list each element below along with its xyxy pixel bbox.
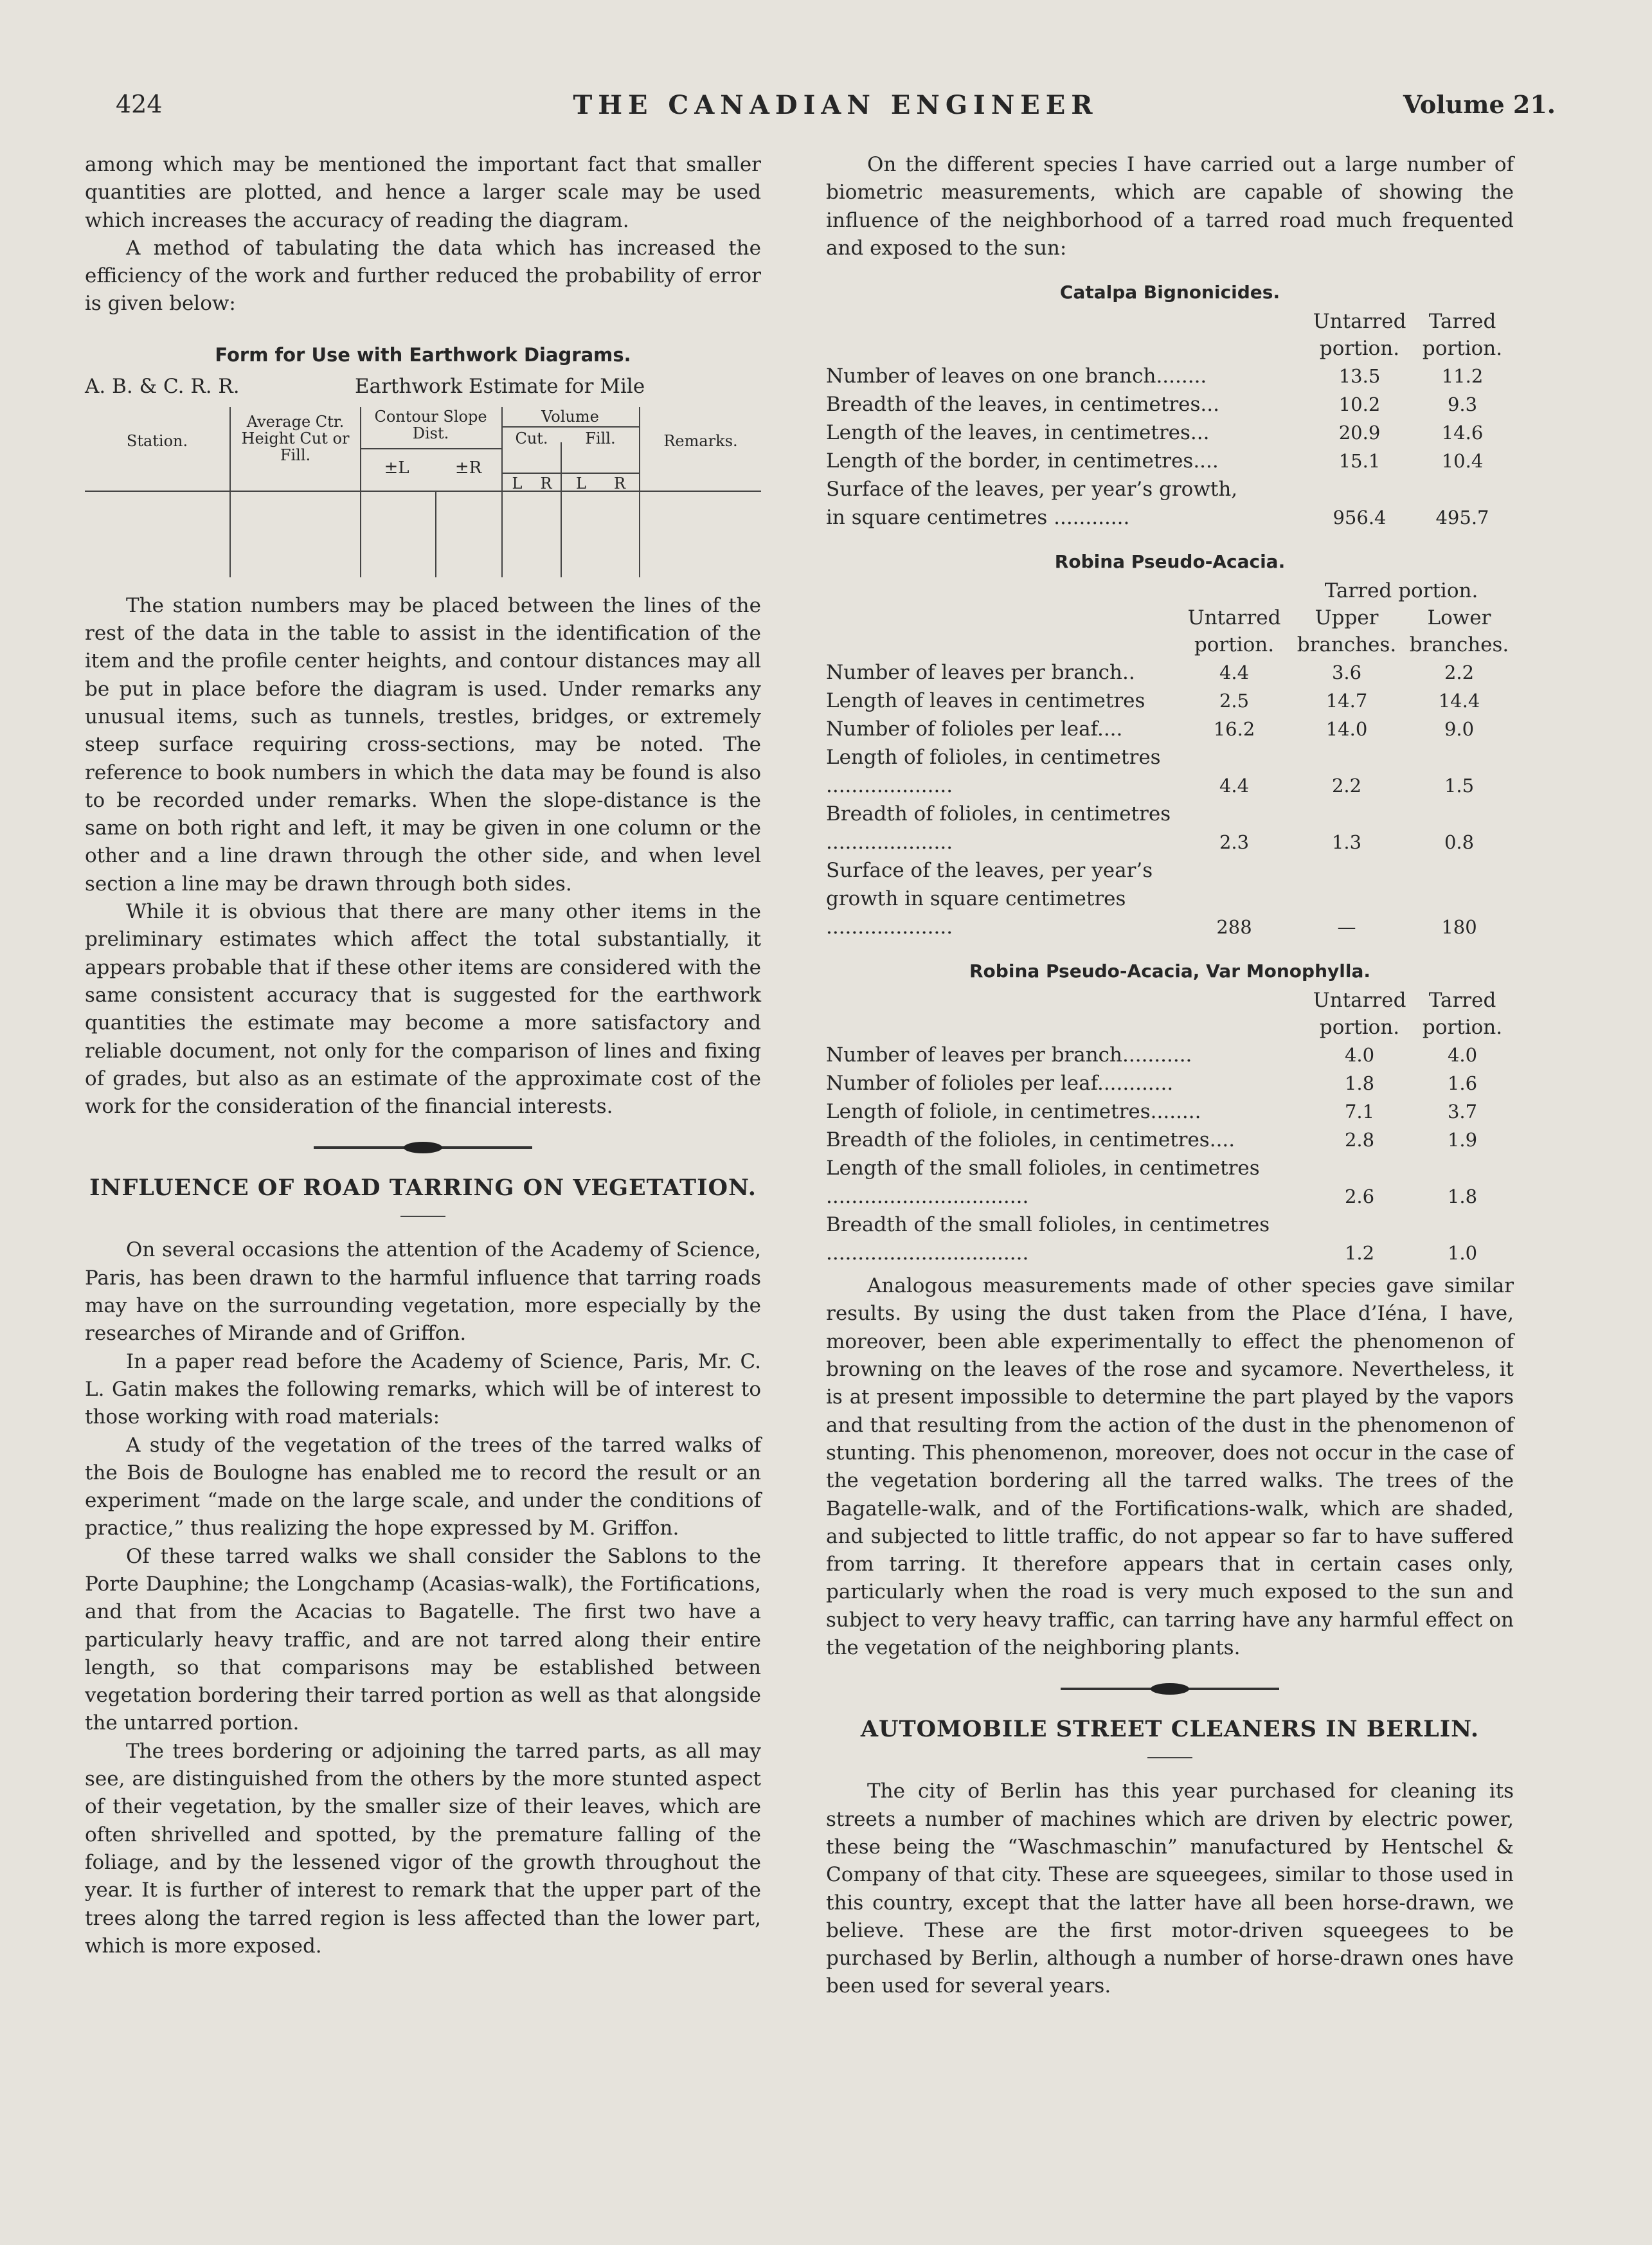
row-value (1308, 475, 1411, 503)
row-label: Length of the border, in centimetres.... (826, 449, 1219, 473)
catalpa-table (826, 308, 1514, 532)
row-value: 13.5 (1338, 365, 1381, 388)
col-tarred: Tarred portion. (1422, 989, 1503, 1040)
col-station: Station. (126, 431, 188, 450)
row-label: Length of foliole, in centimetres........ (826, 1100, 1201, 1124)
paragraph: The station numbers may be placed between the lines of the rest of the data in the table to assist in the identification of the item and the profile center heights, and contour distances may all be put in place before the diagram is used. Under remarks any unusual items, such as tunnels, trestles, bridges, or extremely steep surface requiring cross-sections, may be noted. The reference to book numbers in which the data may be found is also to be recorded under remarks. When the slope-distance is the same on both right and left, it may be given in one column or the other and a line drawn through the other side, and when level section a line may be drawn through both sides. (85, 593, 761, 896)
fill-right: R (613, 474, 626, 492)
row-label: in square centimetres ............ (826, 506, 1130, 530)
table-row (826, 447, 1514, 475)
robina-table (826, 577, 1514, 941)
row-label: Number of folioles per leaf............ (826, 1072, 1174, 1095)
running-header (116, 90, 1556, 129)
article-title: INFLUENCE OF ROAD TARRING ON VEGETATION. (89, 1175, 757, 1202)
journal-title: THE CANADIAN ENGINEER (573, 90, 1099, 120)
table-rule (501, 426, 639, 428)
row-value: 1.6 (1447, 1072, 1478, 1095)
col-tarred: Tarred portion. (1422, 310, 1503, 361)
form-estimate: Earthwork Estimate for Mile (355, 374, 645, 398)
row-label: Surface of the leaves, per year’s growth in square centimetres .................... (826, 859, 1153, 939)
row-value: 14.0 (1325, 718, 1368, 741)
cut-right: R (540, 474, 552, 492)
species-title: Robina Pseudo-Acacia, Var Monophylla. (969, 960, 1370, 982)
row-value: 2.2 (1331, 775, 1362, 797)
volume-cut: Cut. (515, 429, 548, 447)
row-label: Length of the leaves, in centimetres... (826, 421, 1210, 445)
row-value: 10.2 (1338, 393, 1381, 416)
row-value: 0.8 (1444, 831, 1475, 854)
table-header (826, 308, 1514, 362)
row-value: 1.9 (1447, 1129, 1478, 1151)
col-average: Average Ctr. Height Cut or Fill. (241, 412, 350, 464)
row-label: Number of leaves per branch........... (826, 1043, 1192, 1067)
row-value: 2.2 (1444, 662, 1475, 684)
row-value: 495.7 (1435, 507, 1489, 529)
contour-right: ±R (454, 458, 482, 478)
table-row (826, 1041, 1514, 1069)
row-label: Breadth of the small folioles, in centimetres ................................ (826, 1213, 1270, 1265)
row-label: Number of folioles per leaf.... (826, 717, 1123, 741)
row-value: 1.0 (1447, 1242, 1478, 1265)
table-row (826, 419, 1514, 447)
row-value: 4.4 (1219, 775, 1250, 797)
row-value: — (1337, 916, 1356, 939)
row-value: 9.3 (1447, 393, 1478, 416)
row-value: 1.8 (1447, 1186, 1478, 1208)
row-label: Length of the small folioles, in centimetres ................................ (826, 1157, 1260, 1209)
table-row (826, 503, 1514, 532)
row-value: 4.4 (1219, 662, 1250, 684)
row-value: 2.3 (1219, 831, 1250, 854)
paragraph: While it is obvious that there are many other items in the preliminary estimates which affect the total substantially, it appears probable that if these other items are considered with the same consistent accuracy that is suggested for the earthwork quantities the estimate may become a more satisfactory and reliable document, not only for the comparison of lines and fixing of grades, but also as an estimate of the approximate cost of the work for the consideration of the financial interests. (85, 900, 761, 1119)
row-value: 1.2 (1344, 1242, 1375, 1265)
table-row (826, 362, 1514, 390)
page-number: 424 (116, 90, 163, 118)
row-value: 1.3 (1331, 831, 1362, 854)
table-row (826, 658, 1514, 687)
table-rule (229, 407, 231, 577)
table-row (826, 1097, 1514, 1126)
row-value: 2.6 (1344, 1186, 1375, 1208)
col-untarred: Untarred portion. (1187, 606, 1281, 657)
title-rule (1147, 1757, 1192, 1758)
paragraph: The city of Berlin has this year purchased for cleaning its streets a number of machines which are driven by electric power, these being the “Waschmaschin” manufactured by Hentschel & Company of that city. These are squeegees, similar to those used in this country, except that the latter have all been horse-drawn, we believe. These are the first motor-driven squeegees to be purchased by Berlin, although a number of horse-drawn ones have been used for several years. (826, 1780, 1514, 1998)
table-row (826, 1154, 1514, 1211)
volume-fill: Fill. (585, 429, 616, 447)
species-title: Robina Pseudo-Acacia. (1054, 551, 1286, 573)
col-untarred: Untarred portion. (1313, 310, 1406, 361)
row-value: 4.0 (1344, 1044, 1375, 1067)
form-subtitle (85, 375, 761, 398)
row-value: 4.0 (1447, 1044, 1478, 1067)
row-label: Length of leaves in centimetres (826, 689, 1145, 713)
col-group-tarred: Tarred portion. (1324, 579, 1478, 603)
row-value: 2.5 (1219, 690, 1250, 712)
row-value: 14.7 (1325, 690, 1368, 712)
row-value: 1.5 (1444, 775, 1475, 797)
row-label: Breadth of the folioles, in centimetres.... (826, 1128, 1235, 1152)
row-label: Breadth of folioles, in centimetres .................... (826, 802, 1171, 854)
col-remarks: Remarks. (663, 431, 738, 450)
table-row (826, 475, 1514, 503)
row-value: 956.4 (1333, 507, 1387, 529)
row-value: 14.4 (1438, 690, 1480, 712)
table-row (826, 390, 1514, 419)
row-value: 20.9 (1338, 422, 1381, 444)
right-column (826, 151, 1514, 2001)
section-divider (314, 1146, 532, 1149)
row-value: 3.6 (1331, 662, 1362, 684)
table-header (826, 604, 1514, 658)
row-value: 288 (1216, 916, 1252, 939)
table-rule (360, 448, 501, 449)
fill-left: L (576, 474, 586, 492)
left-column (85, 151, 761, 1960)
table-header (826, 987, 1514, 1041)
row-label: Length of folioles, in centimetres .................... (826, 746, 1161, 798)
paragraph: On the different species I have carried out a large number of biometric measurements, which are capable of showing the influence of the neighborhood of a tarred road much frequented and exposed to the sun: (826, 153, 1514, 260)
row-label: Breadth of the leaves, in centimetres... (826, 393, 1219, 417)
contour-left: ±L (384, 458, 409, 478)
earthwork-form-table (85, 407, 761, 581)
table-row (826, 800, 1514, 856)
table-row (826, 743, 1514, 800)
paragraph: The trees bordering or adjoining the tarred parts, as all may see, are distinguished from the others by the more stunted aspect of their vegetation, by the smaller size of their leaves, which are often shrivelled and spotted, by the premature falling of the foliage, and by the lessened vigor of the growth throughout the year. It is further of interest to remark that the upper part of the trees along the tarred region is less affected than the lower part, which is more exposed. (85, 1739, 761, 1958)
article-title: AUTOMOBILE STREET CLEANERS IN BERLIN. (860, 1716, 1480, 1743)
row-value: 10.4 (1441, 450, 1484, 473)
table-row (826, 1211, 1514, 1267)
paragraph: Analogous measurements made of other species gave similar results. By using the dust taken from the Place d’Iéna, I have, moreover, been able experimentally to effect the phenomenon of browning on the leaves of the rose and sycamore. Nevertheless, it is at present impossible to determine the part played by the vapors and that resulting from the action of the dust in the phenomenon of stunting. This phenomenon, moreover, does not occur in the case of the vegetation bordering all the tarred walks. The trees of the Bagatelle-walk, and of the Fortifications-walk, which are shaded, and subjected to little traffic, do not appear so far to have suffered from tarring. It therefore appears that in certain cases only, particularly when the road is very much exposed to the sun and subject to very heavy traffic, can tarring have any harmful effect on the vegetation of the neighboring plants. (826, 1274, 1514, 1660)
table-row (826, 715, 1514, 743)
paragraph: among which may be mentioned the important fact that smaller quantities are plotted, and hence a larger scale may be used which increases the accuracy of reading the diagram. (85, 153, 761, 232)
row-value: 16.2 (1213, 718, 1255, 741)
col-contour: Contour Slope Dist. (374, 407, 487, 442)
table-rule (561, 442, 562, 577)
paragraph: Of these tarred walks we shall consider the Sablons to the Porte Dauphine; the Longchamp (Acasias-walk), the Fortifications, and that from the Acacias to Bagatelle. The first two have a particularly heavy traffic, and are not tarred along their entire length, so that comparisons may be established between vegetation bordering their tarred portion as well as that alongside the untarred portion. (85, 1544, 761, 1735)
form-company: A. B. & C. R. R. (85, 374, 240, 398)
cut-left: L (512, 474, 523, 492)
row-value: 11.2 (1441, 365, 1484, 388)
col-upper: Upper branches. (1297, 606, 1397, 657)
row-value: 180 (1441, 916, 1477, 939)
row-value: 7.1 (1344, 1101, 1375, 1123)
table-row (826, 687, 1514, 715)
section-divider (1061, 1688, 1279, 1690)
col-lower: Lower branches. (1409, 606, 1509, 657)
row-value: 9.0 (1444, 718, 1475, 741)
row-value: 3.7 (1447, 1101, 1478, 1123)
title-rule (400, 1216, 445, 1217)
paragraph: A method of tabulating the data which has increased the efficiency of the work and further reduced the probability of error is given below: (85, 236, 761, 316)
paragraph: A study of the vegetation of the trees of the tarred walks of the Bois de Boulogne has enabled me to record the result or an experiment “made on the large scale, and under the conditions of practice,” thus realizing the hope expressed by M. Griffon. (85, 1433, 761, 1540)
table-group-header (826, 577, 1514, 604)
table-rule (85, 491, 761, 492)
row-label: Surface of the leaves, per year’s growth, (826, 478, 1238, 501)
species-title: Catalpa Bignonicides. (1059, 282, 1280, 303)
row-label: Number of leaves per branch.. (826, 661, 1135, 685)
divider-ornament (404, 1142, 442, 1153)
monophylla-table (826, 987, 1514, 1267)
paragraph: In a paper read before the Academy of Science, Paris, Mr. C. L. Gatin makes the following remarks, which will be of interest to those working with road materials: (85, 1349, 761, 1429)
volume-label: Volume 21. (1403, 90, 1556, 119)
row-value (1411, 475, 1514, 503)
col-volume: Volume (541, 407, 599, 426)
row-value: 14.6 (1441, 422, 1484, 444)
row-value: 15.1 (1338, 450, 1381, 473)
table-row (826, 856, 1514, 941)
row-label: Number of leaves on one branch........ (826, 365, 1207, 388)
col-untarred: Untarred portion. (1313, 989, 1406, 1040)
table-row (826, 1126, 1514, 1154)
paragraph: On several occasions the attention of the Academy of Science, Paris, has been drawn to the harmful influence that tarring roads may have on the surrounding vegetation, more especially by the researches of Mirande and of Griffon. (85, 1238, 761, 1346)
table-rule (435, 491, 436, 577)
table-row (826, 1069, 1514, 1097)
table-rule (501, 473, 639, 474)
form-title: Form for Use with Earthwork Diagrams. (215, 343, 631, 366)
row-value: 2.8 (1344, 1129, 1375, 1151)
row-value: 1.8 (1344, 1072, 1375, 1095)
divider-ornament (1151, 1683, 1189, 1695)
